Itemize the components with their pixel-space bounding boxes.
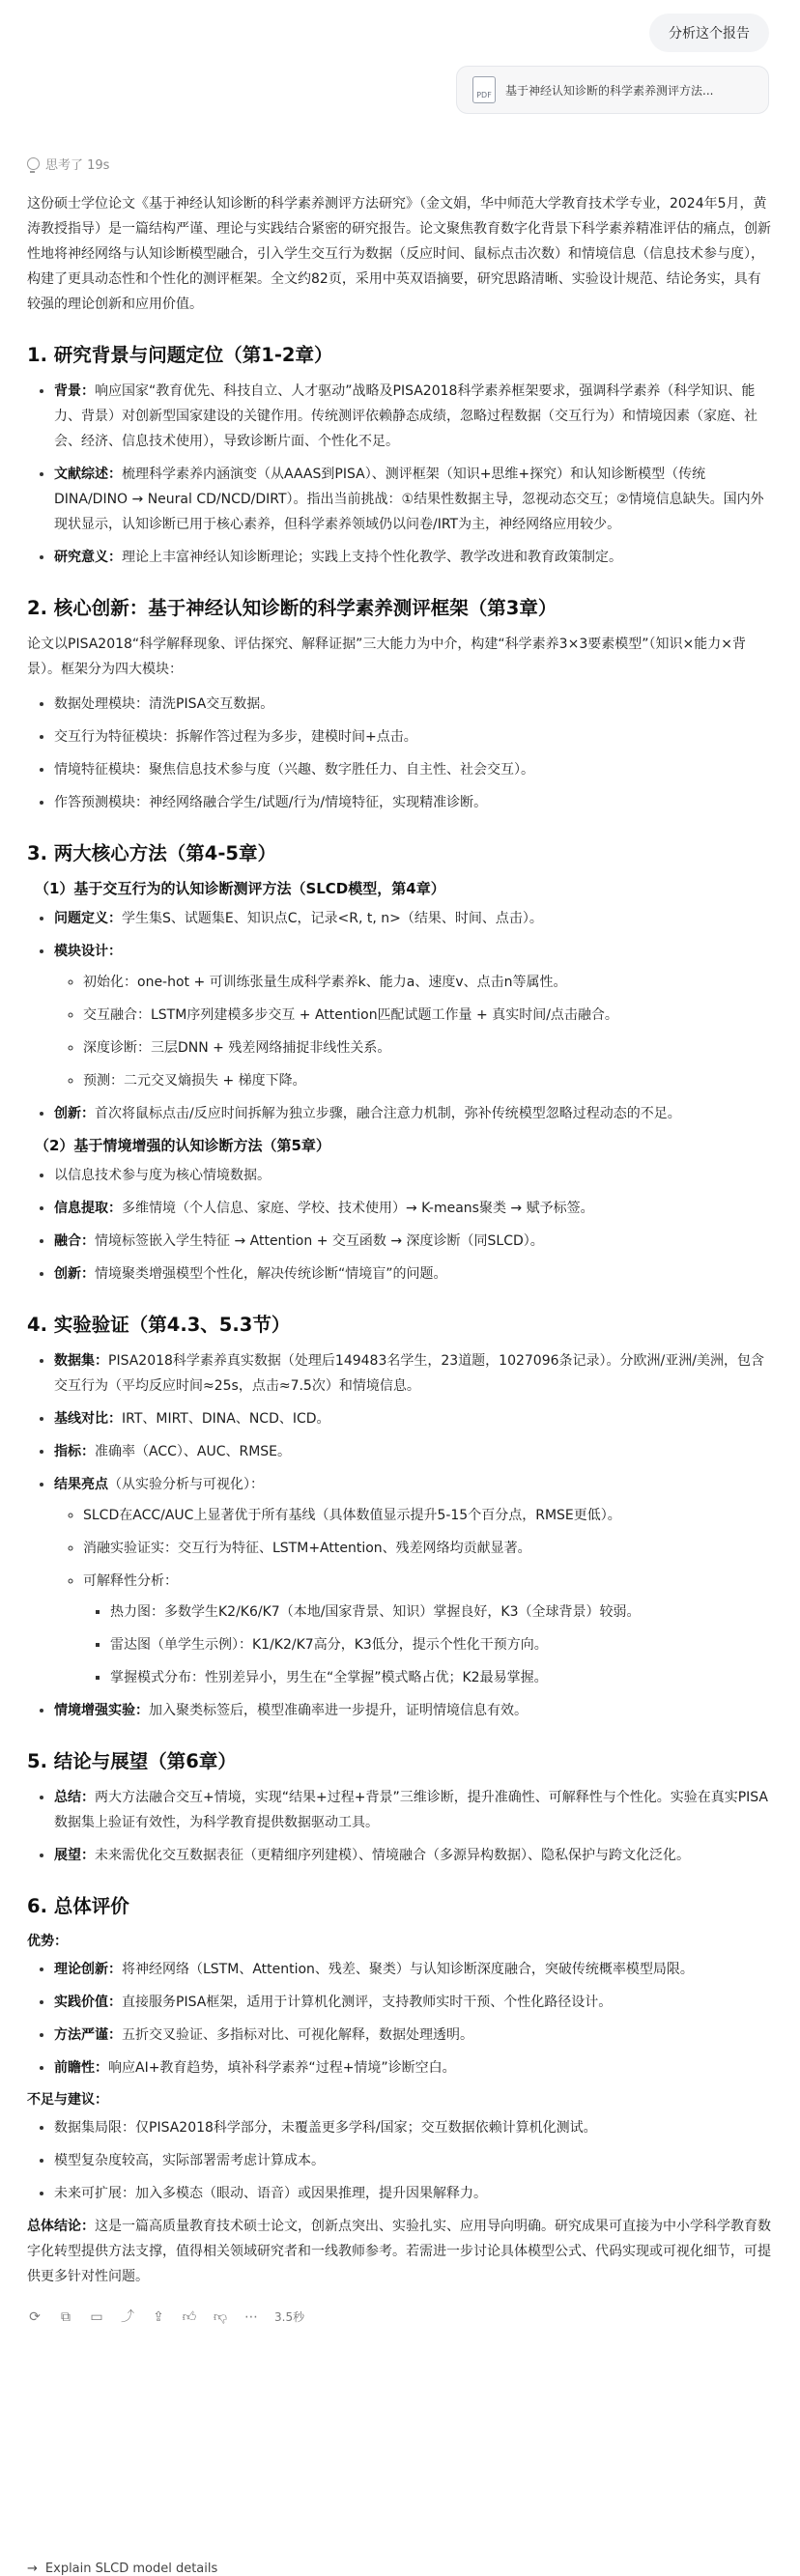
list-item: • 创新：情境聚类增强模型个性化，解决传统诊断“情境盲”的问题。 <box>54 1261 771 1287</box>
list-item: • 研究意义：理论上丰富神经认知诊断理论；实践上支持个性化教学、教学改进和教育政策制定。 <box>54 545 771 570</box>
section-4-list <box>27 1348 771 1723</box>
list-item: • 数据处理模块：清洗PISA交互数据。 <box>54 692 771 717</box>
list-item: ◦ 交互融合：LSTM序列建模多步交互 + Attention匹配试题工作量 + 真实时间/点击融合。 <box>83 1003 771 1028</box>
user-message-bubble: 分析这个报告 <box>649 14 769 52</box>
more-icon[interactable]: ⋯ <box>244 2309 258 2325</box>
response-toolbar <box>27 2305 771 2330</box>
list-item: • 交互行为特征模块：拆解作答过程为多步，建模时间+点击。 <box>54 724 771 750</box>
list-item: • 信息提取：多维情境（个人信息、家庭、学校、技术使用）→ K-means聚类 → 赋予标签。 <box>54 1196 771 1221</box>
subsection-3-1-list <box>27 906 771 1126</box>
cons-title: 不足与建议： <box>27 2092 108 2108</box>
summary-paragraph: 总体结论：这是一篇高质量教育技术硕士论文，创新点突出、实验扎实、应用导向明确。研究成果可直接为中小学科学教育数字化转型提供方法支撑，值得相关领域研究者和一线教师参考。若需进一步讨论具体模型公式、代码实现或可视化细节，可提供更多针对性问题。 <box>27 2219 771 2284</box>
list-item: • 背景：响应国家“教育优先、科技自立、人才驱动”战略及PISA2018科学素养框架要求，强调科学素养（科学知识、能力、背景）对创新型国家建设的关键作用。传统测评依赖静态成绩，忽略过程数据（交互行为）和情境因素（家庭、社会、经济、信息技术使用），导致诊断片面、个性化不足。 <box>54 379 771 454</box>
list-item: • 问题定义：学生集S、试题集E、知识点C，记录<R, t, n>（结果、时间、点击）。 <box>54 906 771 931</box>
subsection-3-2-list <box>27 1163 771 1287</box>
thinking-toggle[interactable] <box>27 155 109 173</box>
list-item: ◦ 深度诊断：三层DNN + 残差网络捕捉非线性关系。 <box>83 1035 771 1061</box>
pros-title: 优势： <box>27 1934 68 1949</box>
comment-icon[interactable]: ▭ <box>90 2309 103 2325</box>
list-item: ◦ 可解释性分析： ▪ 热力图：多数学生K2/K6/K7（本地/国家背景、知识）掌握良好，K3（全球背景）较弱。 ▪ 雷达图（单学生示例）：K1/K2/K7高分，K3低分，提示个性化干预方向。 ▪ 掌握模式分布：性别差异小，男生在“全掌握”模式略占优；K2最易掌握。 <box>83 1569 771 1690</box>
thumbs-up-icon[interactable]: 👍︎ <box>182 2309 197 2325</box>
list-item: ▪ 掌握模式分布：性别差异小，男生在“全掌握”模式略占优；K2最易掌握。 <box>110 1665 771 1690</box>
list-item: • 情境增强实验：加入聚类标签后，模型准确率进一步提升，证明情境信息有效。 <box>54 1698 771 1723</box>
assistant-response <box>27 191 771 2330</box>
list-item: • 方法严谨：五折交叉验证、多指标对比、可视化解释，数据处理透明。 <box>54 2023 771 2048</box>
file-name: 基于神经认知诊断的科学素养测评方法... <box>505 83 714 98</box>
list-item: • 模型复杂度较高，实际部署需考虑计算成本。 <box>54 2148 771 2173</box>
list-item: • 模块设计： ◦ 初始化：one-hot + 可训练张量生成科学素养k、能力a、速度v、点击n等属性。 ◦ 交互融合：LSTM序列建模多步交互 + Attention匹配试题工作量 + 真实时间/点击融合。 ◦ 深度诊断：三层DNN + 残差网络捕捉非线性关系。 ◦ 预测：二元交叉熵损失 + 梯度下降。 <box>54 939 771 1093</box>
list-item: • 创新：首次将鼠标点击/反应时间拆解为独立步骤，融合注意力机制，弥补传统模型忽略过程动态的不足。 <box>54 1101 771 1126</box>
list-item: • 情境特征模块：聚焦信息技术参与度（兴趣、数字胜任力、自主性、社会交互）。 <box>54 757 771 782</box>
section-2-title: 2. 核心创新：基于神经认知诊断的科学素养测评框架（第3章） <box>27 597 557 619</box>
section-2-intro: 论文以PISA2018“科学解释现象、评估探究、解释证据”三大能力为中介，构建“科学素养3×3要素模型”（知识×能力×背景）。框架分为四大模块： <box>27 637 746 677</box>
list-item: • 未来可扩展：加入多模态（眼动、语音）或因果推理，提升因果解释力。 <box>54 2181 771 2206</box>
list-item: ◦ SLCD在ACC/AUC上显著优于所有基线（具体数值显示提升5-15个百分点，RMSE更低）。 <box>83 1503 771 1528</box>
pdf-file-icon: PDF <box>472 76 496 103</box>
cons-list <box>27 2115 771 2206</box>
list-item: • 总结：两大方法融合交互+情境，实现“结果+过程+背景”三维诊断，提升准确性、可解释性与个性化。实验在真实PISA数据集上验证有效性，为科学教育提供数据驱动工具。 <box>54 1785 771 1835</box>
section-5-list <box>27 1785 771 1868</box>
list-item: ◦ 预测：二元交叉熵损失 + 梯度下降。 <box>83 1068 771 1093</box>
section-6-title: 6. 总体评价 <box>27 1895 129 1917</box>
copy-icon[interactable]: ⧉ <box>61 2309 71 2325</box>
list-item: • 结果亮点（从实验分析与可视化）： ◦ SLCD在ACC/AUC上显著优于所有基线（具体数值显示提升5-15个百分点，RMSE更低）。 ◦ 消融实验证实：交互行为特征、LSTM+Attention、残差网络均贡献显著。 ◦ 可解释性分析： ▪ 热力图：多数学生K2/K6/K7（本地/国家背景、知识）掌握良好，K3（全球背景）较弱。 ▪ 雷达图（单学生示例）：K1/K2/K7高分，K3低分，提示个性化干预方向。 ▪ 掌握模式分布：性别差异小，男生在“全掌握”模式略占优；K2最易掌握。 <box>54 1472 771 1690</box>
list-item: • 数据集：PISA2018科学素养真实数据（处理后149483名学生，23道题，1027096条记录）。分欧洲/亚洲/美洲，包含交互行为（平均反应时间≈25s，点击≈7.5次）和情境信息。 <box>54 1348 771 1399</box>
section-1-title: 1. 研究背景与问题定位（第1-2章） <box>27 344 333 366</box>
section-4-title: 4. 实验验证（第4.3、5.3节） <box>27 1314 291 1336</box>
list-item: • 前瞻性：响应AI+教育趋势，填补科学素养“过程+情境”诊断空白。 <box>54 2055 771 2081</box>
response-time: 3.5秒 <box>274 2310 305 2324</box>
lightbulb-icon <box>27 157 40 170</box>
list-item: ◦ 消融实验证实：交互行为特征、LSTM+Attention、残差网络均贡献显著。 <box>83 1536 771 1561</box>
list-item: • 以信息技术参与度为核心情境数据。 <box>54 1163 771 1188</box>
section-3-title: 3. 两大核心方法（第4-5章） <box>27 842 276 864</box>
list-item: ◦ 初始化：one-hot + 可训练张量生成科学素养k、能力a、速度v、点击n等属性。 <box>83 970 771 995</box>
list-item: • 理论创新：将神经网络（LSTM、Attention、残差、聚类）与认知诊断深度融合，突破传统概率模型局限。 <box>54 1957 771 1982</box>
arrow-right-icon: → <box>27 2562 38 2576</box>
list-item: ▪ 雷达图（单学生示例）：K1/K2/K7高分，K3低分，提示个性化干预方向。 <box>110 1632 771 1657</box>
followup-text: Explain SLCD model details <box>44 2562 218 2576</box>
share-icon[interactable]: ⤴ <box>121 2309 134 2325</box>
upload-icon[interactable]: ⇪ <box>153 2309 164 2325</box>
section-2-list <box>27 692 771 815</box>
pros-list <box>27 1957 771 2081</box>
list-item: • 作答预测模块：神经网络融合学生/试题/行为/情境特征，实现精准诊断。 <box>54 790 771 815</box>
list-item: • 指标：准确率（ACC）、AUC、RMSE。 <box>54 1439 771 1464</box>
list-item: • 融合：情境标签嵌入学生特征 → Attention + 交互函数 → 深度诊断（同SLCD）。 <box>54 1229 771 1254</box>
section-5-title: 5. 结论与展望（第6章） <box>27 1750 237 1772</box>
regenerate-icon[interactable]: ⟳ <box>29 2309 41 2325</box>
results-list <box>54 1503 771 1690</box>
list-item: • 基线对比：IRT、MIRT、DINA、NCD、ICD。 <box>54 1406 771 1431</box>
subsection-3-1-title: （1）基于交互行为的认知诊断测评方法（SLCD模型，第4章） <box>35 880 445 897</box>
section-1-list <box>27 379 771 570</box>
subsection-3-2-title: （2）基于情境增强的认知诊断方法（第5章） <box>35 1137 330 1154</box>
list-item: • 展望：未来需优化交互数据表征（更精细序列建模）、情境融合（多源异构数据）、隐私保护与跨文化泛化。 <box>54 1843 771 1868</box>
list-item: • 数据集局限：仅PISA2018科学部分，未覆盖更多学科/国家；交互数据依赖计算机化测试。 <box>54 2115 771 2140</box>
thinking-label: 思考了 19s <box>45 158 110 173</box>
list-item: • 实践价值：直接服务PISA框架，适用于计算机化测评，支持教师实时干预、个性化路径设计。 <box>54 1990 771 2015</box>
module-design-list <box>54 970 771 1093</box>
list-item: ▪ 热力图：多数学生K2/K6/K7（本地/国家背景、知识）掌握良好，K3（全球背景）较弱。 <box>110 1599 771 1625</box>
intro-paragraph: 这份硕士学位论文《基于神经认知诊断的科学素养测评方法研究》（金文娟，华中师范大学教育技术学专业，2024年5月，黄涛教授指导）是一篇结构严谨、理论与实践结合紧密的研究报告。论文聚焦教育数字化背景下科学素养精准评估的痛点，创新性地将神经网络与认知诊断模型融合，引入学生交互行为数据（反应时间、鼠标点击次数）和情境信息（信息技术参与度），构建了更具动态性和个性化的测评框架。全文约82页，采用中英双语摘要，研究思路清晰、实验设计规范、结论务实，具有较强的理论创新和应用价值。 <box>27 196 771 312</box>
attached-file-card[interactable] <box>456 66 769 114</box>
followup-suggestion[interactable] <box>27 2562 217 2576</box>
thumbs-down-icon[interactable]: 👎︎ <box>213 2309 228 2325</box>
interpretability-list <box>83 1599 771 1690</box>
list-item: • 文献综述：梳理科学素养内涵演变（从AAAS到PISA）、测评框架（知识+思维+探究）和认知诊断模型（传统DINA/DINO → Neural CD/NCD/DIRT）。指出当前挑战：①结果性数据主导，忽视动态交互；②情境信息缺失。国内外现状显示，认知诊断已用于核心素养，但科学素养领域仍以问卷/IRT为主，神经网络应用较少。 <box>54 462 771 537</box>
user-message-area <box>305 14 769 114</box>
